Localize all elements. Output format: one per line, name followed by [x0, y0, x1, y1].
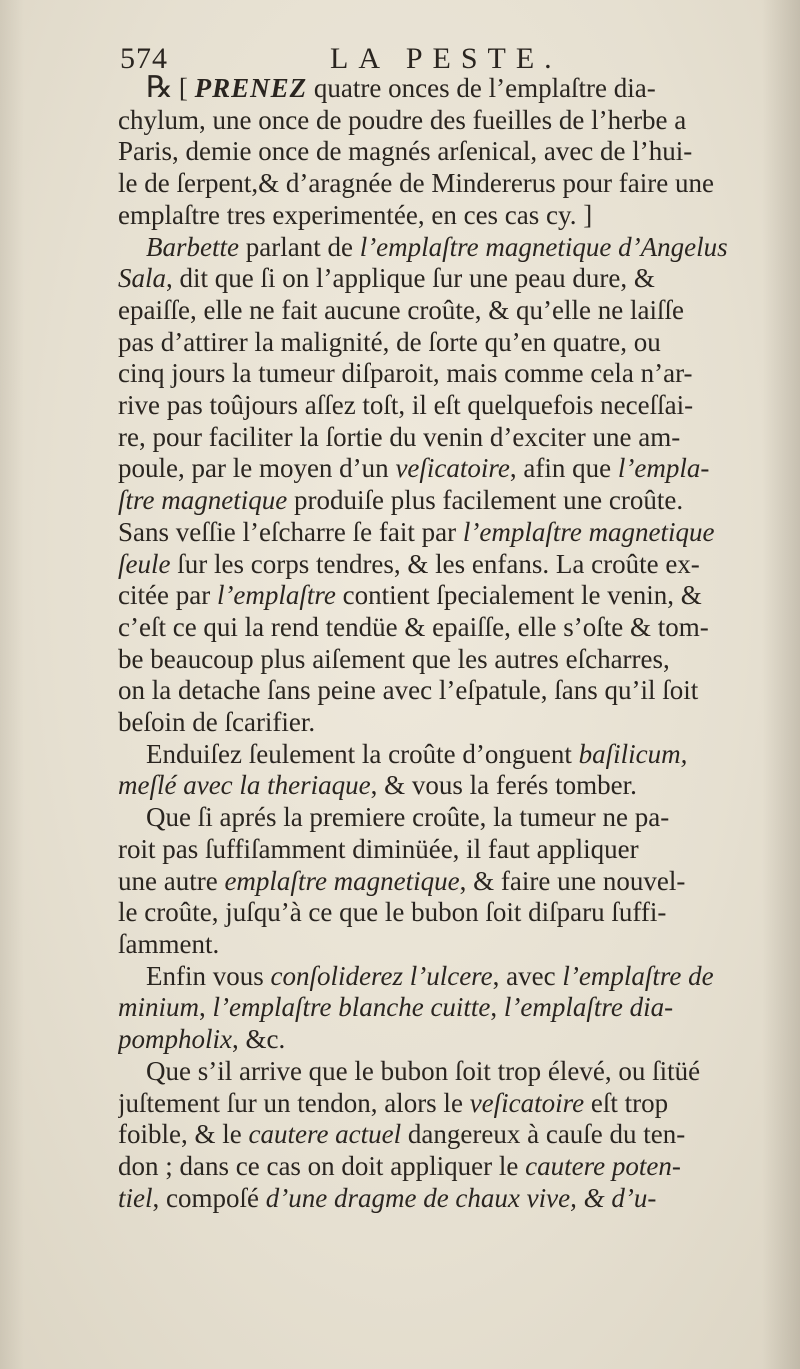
text-line [118, 644, 770, 676]
italic-text: cautere poten- [525, 1150, 681, 1181]
text-line [118, 612, 770, 644]
text-line [118, 675, 770, 707]
text-line [118, 802, 770, 834]
text-line [118, 707, 770, 739]
text-line [118, 295, 770, 327]
text-segment: foible, & le [118, 1119, 249, 1150]
text-segment: poule, par le moyen d’un [118, 453, 396, 484]
text-segment: cinq jours la tumeur diſparoit, mais comme cela n’ar- [118, 358, 693, 389]
italic-text: l’emplaſtre dia- [503, 992, 674, 1023]
text-segment: pas d’attirer la malignité, de ſorte qu’en quatre, ou [118, 326, 661, 357]
text-segment: Enduiſez ſeulement la croûte d’onguent [146, 738, 579, 769]
text-segment: , dit que ſi on l’applique ſur une peau dure, & [166, 263, 655, 294]
text-line [118, 739, 770, 771]
text-line [118, 929, 770, 961]
text-segment: contient ſpecialement le venin, & [335, 580, 702, 611]
italic-text: l’emplaſtre [216, 580, 336, 611]
italic-text: minium [118, 992, 199, 1023]
text-segment: , afin que [509, 453, 618, 484]
italic-text: conſoliderez l’ulcere [270, 960, 493, 991]
text-segment: re, pour faciliter la ſortie du venin d’exciter une am- [118, 421, 681, 452]
text-line [118, 549, 770, 581]
text-segment: dangereux à cauſe du ten- [401, 1119, 686, 1150]
text-segment: , [490, 992, 504, 1023]
text-line [118, 105, 770, 137]
text-segment: emplaſtre tres experimentée, en ces cas cy. ] [118, 199, 593, 230]
text-line [118, 453, 770, 485]
text-line [118, 390, 770, 422]
text-segment: , & faire une nouvel- [459, 865, 686, 896]
text-line [118, 200, 770, 232]
text-segment: produiſe plus facilement une croûte. [287, 485, 684, 516]
text-line [118, 866, 770, 898]
text-segment: chylum, une once de poudre des fueilles de l’herbe a [118, 104, 687, 135]
text-segment: parlant de [238, 231, 360, 262]
text-line [118, 422, 770, 454]
text-segment: une autre [118, 865, 225, 896]
text-segment: le croûte, juſqu’à ce que le bubon ſoit diſparu ſuffi- [118, 897, 667, 928]
text-line [118, 1119, 770, 1151]
italic-text: veſicatoire [469, 1087, 585, 1118]
text-line [118, 992, 770, 1024]
italic-text: ſtre magnetique [118, 485, 288, 516]
text-line [118, 770, 770, 802]
text-segment: beſoin de ſcarifier. [118, 707, 316, 738]
page-shadow-left [0, 0, 24, 1369]
text-line [118, 834, 770, 866]
italic-text: baſilicum, [578, 738, 688, 769]
italic-text: l’emplaſtre magnetique [462, 516, 715, 547]
text-line [118, 358, 770, 390]
text-segment: juſtement ſur un tendon, alors le [118, 1087, 470, 1118]
text-segment: ſamment. [118, 928, 220, 959]
text-line [118, 1183, 770, 1215]
text-segment: Enfin vous [146, 960, 271, 991]
text-line [118, 1088, 770, 1120]
text-segment: ſur les corps tendres, & les enfans. La croûte ex- [170, 548, 700, 579]
text-segment: be beaucoup plus aiſement que les autres eſcharres, [118, 643, 670, 674]
text-line [118, 327, 770, 359]
running-head: LA PESTE. [330, 42, 562, 75]
text-segment: Sans veſſie l’eſcharre ſe fait par [118, 516, 463, 547]
text-line [118, 485, 770, 517]
italic-text: l’emplaſtre magnetique d’Angelus [359, 231, 728, 262]
italic-text: veſicatoire [395, 453, 510, 484]
italic-text: ſeule [118, 548, 171, 579]
text-segment: epaiſſe, elle ne fait aucune croûte, & qu’elle ne laiſſe [118, 294, 684, 325]
text-segment: , & vous la ferés tomber. [370, 770, 637, 801]
text-segment: Que s’il arrive que le bubon ſoit trop élevé, ou ſitüé [146, 1055, 701, 1086]
text-segment: le de ſerpent,& d’aragnée de Mindererus pour faire une [118, 168, 714, 199]
text-line [118, 961, 770, 993]
text-segment: eſt trop [584, 1087, 669, 1118]
text-segment: Paris, demie once de magnés arſenical, avec de l’hui- [118, 136, 693, 167]
italic-text: cautere actuel [248, 1119, 402, 1150]
text-line [118, 580, 770, 612]
text-line [118, 168, 770, 200]
text-segment: [ [178, 73, 195, 103]
text-line [118, 1056, 770, 1088]
text-line [118, 72, 770, 105]
page-number: 574 [120, 42, 168, 75]
italic-text: emplaſtre magnetique [224, 865, 460, 896]
italic-text: d’une dragme de chaux vive, & d’u- [265, 1182, 657, 1213]
text-line [118, 136, 770, 168]
text-segment: citée par [118, 580, 217, 611]
text-segment: on la detache ſans peine avec l’eſpatule, ſans qu’il ſoit [118, 675, 699, 706]
emphasis-text: PRENEZ [194, 73, 308, 103]
text-segment: quatre onces de l’emplaſtre dia- [307, 73, 656, 103]
italic-text: l’emplaſtre blanche cuitte [212, 992, 491, 1023]
text-line [118, 517, 770, 549]
italic-text: Sala [118, 263, 167, 294]
text-segment: rive pas toûjours aſſez toſt, il eſt quelquefois neceſſai- [118, 390, 694, 421]
text-line [118, 897, 770, 929]
text-segment: don ; dans ce cas on doit appliquer le [118, 1150, 526, 1181]
text-segment: c’eſt ce qui la rend tendüe & epaiſſe, elle s’oſte & tom- [118, 611, 709, 642]
body-text [118, 72, 770, 1214]
italic-text: pompholix [118, 1024, 232, 1055]
text-segment: , avec [492, 960, 563, 991]
text-segment: , compoſé [152, 1182, 266, 1213]
text-line [118, 1151, 770, 1183]
text-segment: roit pas ſuffiſamment diminüée, il faut appliquer [118, 833, 639, 864]
text-segment: , [199, 992, 213, 1023]
text-line [118, 263, 770, 295]
italic-text: meſlé avec la theriaque [118, 770, 371, 801]
text-line [118, 232, 770, 264]
recipe-symbol-icon: ℞ [146, 72, 173, 104]
italic-text: l’emplaſtre de [562, 960, 714, 991]
italic-text: l’empla- [617, 453, 710, 484]
text-segment: , &c. [232, 1024, 286, 1055]
text-segment: Que ſi aprés la premiere croûte, la tumeur ne pa- [146, 802, 670, 833]
italic-text: tiel [118, 1182, 153, 1213]
text-line [118, 1024, 770, 1056]
italic-text: Barbette [146, 231, 239, 262]
